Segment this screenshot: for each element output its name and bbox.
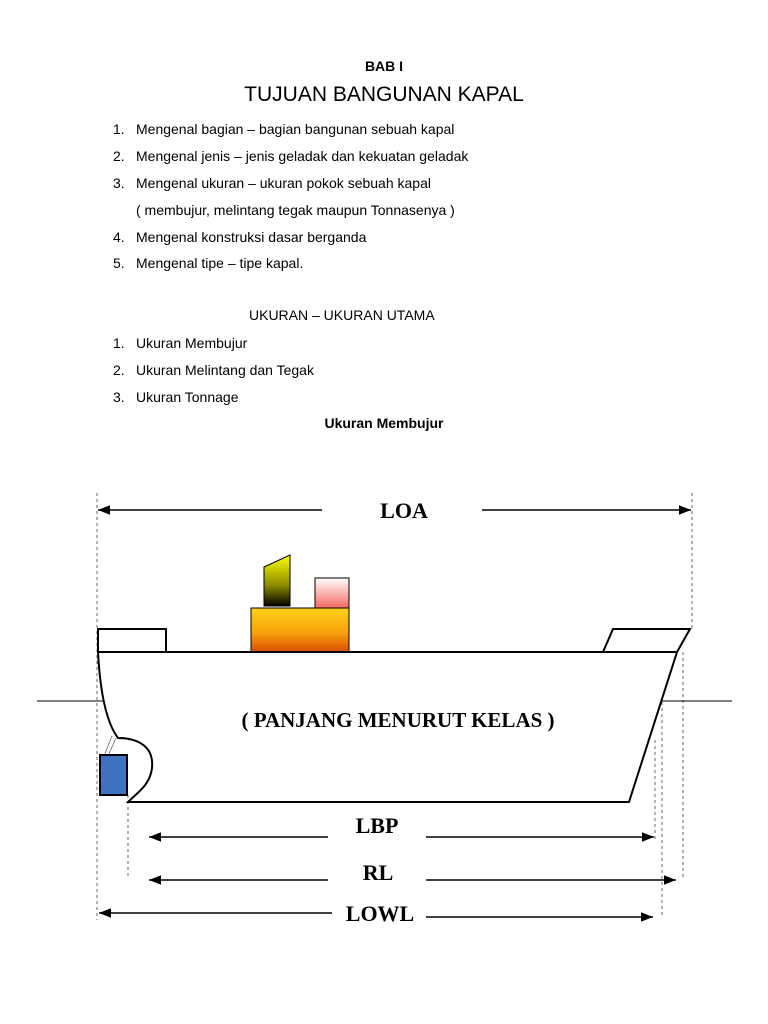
section-heading: UKURAN – UKURAN UTAMA bbox=[249, 307, 435, 323]
rudder bbox=[100, 755, 127, 795]
list-item-number: 2. bbox=[113, 148, 125, 164]
list-item: Mengenal jenis – jenis geladak dan kekuatan geladak bbox=[136, 148, 469, 164]
list-item: Ukuran Melintang dan Tegak bbox=[136, 362, 314, 378]
list-item: Mengenal konstruksi dasar berganda bbox=[136, 229, 367, 245]
bridge bbox=[315, 578, 349, 608]
list-item: Mengenal bagian – bagian bangunan sebuah kapal bbox=[136, 121, 455, 137]
chapter-label: BAB I bbox=[364, 58, 404, 74]
poop-deck bbox=[98, 629, 166, 652]
list-item: Mengenal tipe – tipe kapal. bbox=[136, 255, 304, 271]
rl-label: RL bbox=[362, 860, 394, 885]
ship-diagram bbox=[0, 470, 768, 940]
list-item-number: 4. bbox=[113, 229, 125, 245]
list-item-continuation: ( membujur, melintang tegak maupun Tonnasenya ) bbox=[136, 202, 455, 218]
class-length-label: ( PANJANG MENURUT KELAS ) bbox=[241, 708, 555, 732]
list-item-number: 2. bbox=[113, 362, 125, 378]
list-item: Ukuran Membujur bbox=[136, 335, 248, 351]
funnel bbox=[264, 555, 290, 606]
list-item-number: 3. bbox=[113, 175, 125, 191]
loa-label: LOA bbox=[380, 498, 428, 523]
stern-lines bbox=[104, 736, 116, 756]
forecastle bbox=[603, 629, 690, 652]
lowl-label: LOWL bbox=[345, 901, 415, 926]
diagram-caption: Ukuran Membujur bbox=[324, 415, 444, 431]
page-title: TUJUAN BANGUNAN KAPAL bbox=[244, 83, 524, 106]
list-item-number: 3. bbox=[113, 389, 125, 405]
list-item-number: 1. bbox=[113, 121, 125, 137]
list-item: Ukuran Tonnage bbox=[136, 389, 239, 405]
lbp-label: LBP bbox=[355, 813, 399, 838]
list-item-number: 1. bbox=[113, 335, 125, 351]
list-item: Mengenal ukuran – ukuran pokok sebuah kapal bbox=[136, 175, 431, 191]
deckhouse bbox=[251, 608, 349, 653]
list-item-number: 5. bbox=[113, 255, 125, 271]
